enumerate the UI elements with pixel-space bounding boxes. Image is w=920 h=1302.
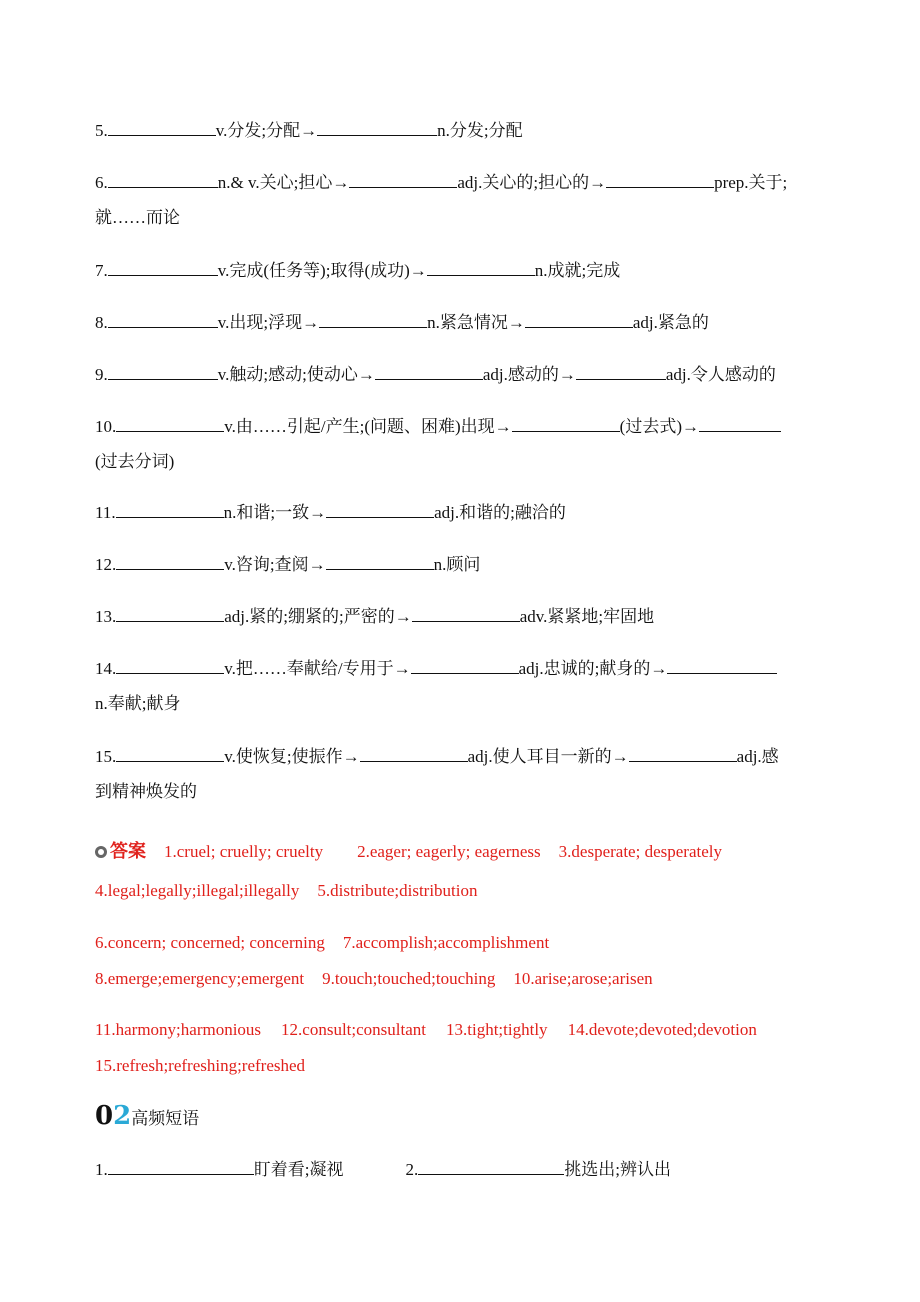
answers-line-5: 11.harmony;harmonious 12.consult;consultant 13.tight;tightly 14.devote;devoted;devotion xyxy=(95,1020,757,1039)
answer-blank[interactable] xyxy=(317,118,437,136)
answer-blank[interactable] xyxy=(116,414,224,432)
answer-blank[interactable] xyxy=(108,1157,254,1175)
answers-line-3: 6.concern; concerned; concerning 7.accomplish;accomplishment xyxy=(95,933,550,952)
answer-blank[interactable] xyxy=(116,552,224,570)
answer-blank[interactable] xyxy=(360,744,468,762)
vocab-item-8: 8. v.出现;浮现→ n.紧急情况→ adj.紧急的 xyxy=(95,310,709,335)
answer-blank[interactable] xyxy=(512,414,620,432)
answer-blank[interactable] xyxy=(319,310,427,328)
answer-blank[interactable] xyxy=(699,414,781,432)
answer-blank[interactable] xyxy=(427,258,535,276)
vocab-item-15-cont: 到精神焕发的 xyxy=(95,782,197,801)
vocab-item-6-cont: 就……而论 xyxy=(95,208,180,227)
answers-label: 答案 xyxy=(110,841,146,861)
answer-blank[interactable] xyxy=(108,258,218,276)
answer-blank[interactable] xyxy=(108,362,218,380)
phrase-item-1: 1. 盯着看;凝视 xyxy=(95,1160,343,1179)
answers-line-6: 15.refresh;refreshing;refreshed xyxy=(95,1056,306,1075)
answer-blank[interactable] xyxy=(116,604,224,622)
answer-blank[interactable] xyxy=(326,500,434,518)
answer-blank[interactable] xyxy=(108,310,218,328)
vocab-item-11: 11. n.和谐;一致→ adj.和谐的;融洽的 xyxy=(95,500,566,525)
answer-blank[interactable] xyxy=(116,744,224,762)
answers-line-1: 答案 1.cruel; cruelly; cruelty 2.eager; eagerly; eagerness 3.desperate; desperately xyxy=(95,839,722,864)
answer-blank[interactable] xyxy=(326,552,434,570)
vocab-item-6: 6. n.& v.关心;担心→ adj.关心的;担心的→ prep.关于; xyxy=(95,170,787,195)
vocab-item-14: 14. v.把……奉献给/专用于→ adj.忠诚的;献身的→ xyxy=(95,656,777,681)
section-title: 高频短语 xyxy=(131,1109,200,1128)
answer-blank[interactable] xyxy=(116,500,224,518)
phrase-item-2: 2. 挑选出;辨认出 xyxy=(405,1160,670,1179)
answer-blank[interactable] xyxy=(667,656,777,674)
answer-blank[interactable] xyxy=(606,170,714,188)
vocab-item-14-cont: n.奉献;献身 xyxy=(95,694,181,713)
answer-blank[interactable] xyxy=(108,118,216,136)
answer-blank[interactable] xyxy=(349,170,457,188)
vocab-item-15: 15. v.使恢复;使振作→ adj.使人耳目一新的→ adj.感 xyxy=(95,744,779,769)
answer-blank[interactable] xyxy=(629,744,737,762)
vocab-item-9: 9. v.触动;感动;使动心→ adj.感动的→ adj.令人感动的 xyxy=(95,362,776,387)
answer-blank[interactable] xyxy=(375,362,483,380)
answer-blank[interactable] xyxy=(418,1157,564,1175)
answer-blank[interactable] xyxy=(525,310,633,328)
vocab-item-10: 10. v.由……引起/产生;(问题、困难)出现→ (过去式)→ xyxy=(95,414,781,439)
answer-blank[interactable] xyxy=(108,170,218,188)
answer-blank[interactable] xyxy=(412,604,520,622)
vocab-item-5: 5. v.分发;分配→ n.分发;分配 xyxy=(95,118,523,143)
answer-blank[interactable] xyxy=(116,656,224,674)
answer-blank[interactable] xyxy=(411,656,519,674)
answer-bullet-icon xyxy=(95,846,107,858)
section-heading xyxy=(95,1100,199,1135)
item-number: 5. xyxy=(95,121,108,140)
vocab-item-10-cont: (过去分词) xyxy=(95,452,175,471)
phrase-row xyxy=(95,1157,671,1182)
section-number: 02 xyxy=(95,1101,132,1131)
vocab-item-12: 12. v.咨询;查阅→ n.顾问 xyxy=(95,552,480,577)
answers-line-2: 4.legal;legally;illegal;illegally 5.distribute;distribution xyxy=(95,881,478,900)
answers-line-4: 8.emerge;emergency;emergent 9.touch;touched;touching 10.arise;arose;arisen xyxy=(95,969,653,988)
answer-blank[interactable] xyxy=(576,362,666,380)
vocab-item-7: 7. v.完成(任务等);取得(成功)→ n.成就;完成 xyxy=(95,258,620,283)
vocab-item-13: 13. adj.紧的;绷紧的;严密的→ adv.紧紧地;牢固地 xyxy=(95,604,654,629)
